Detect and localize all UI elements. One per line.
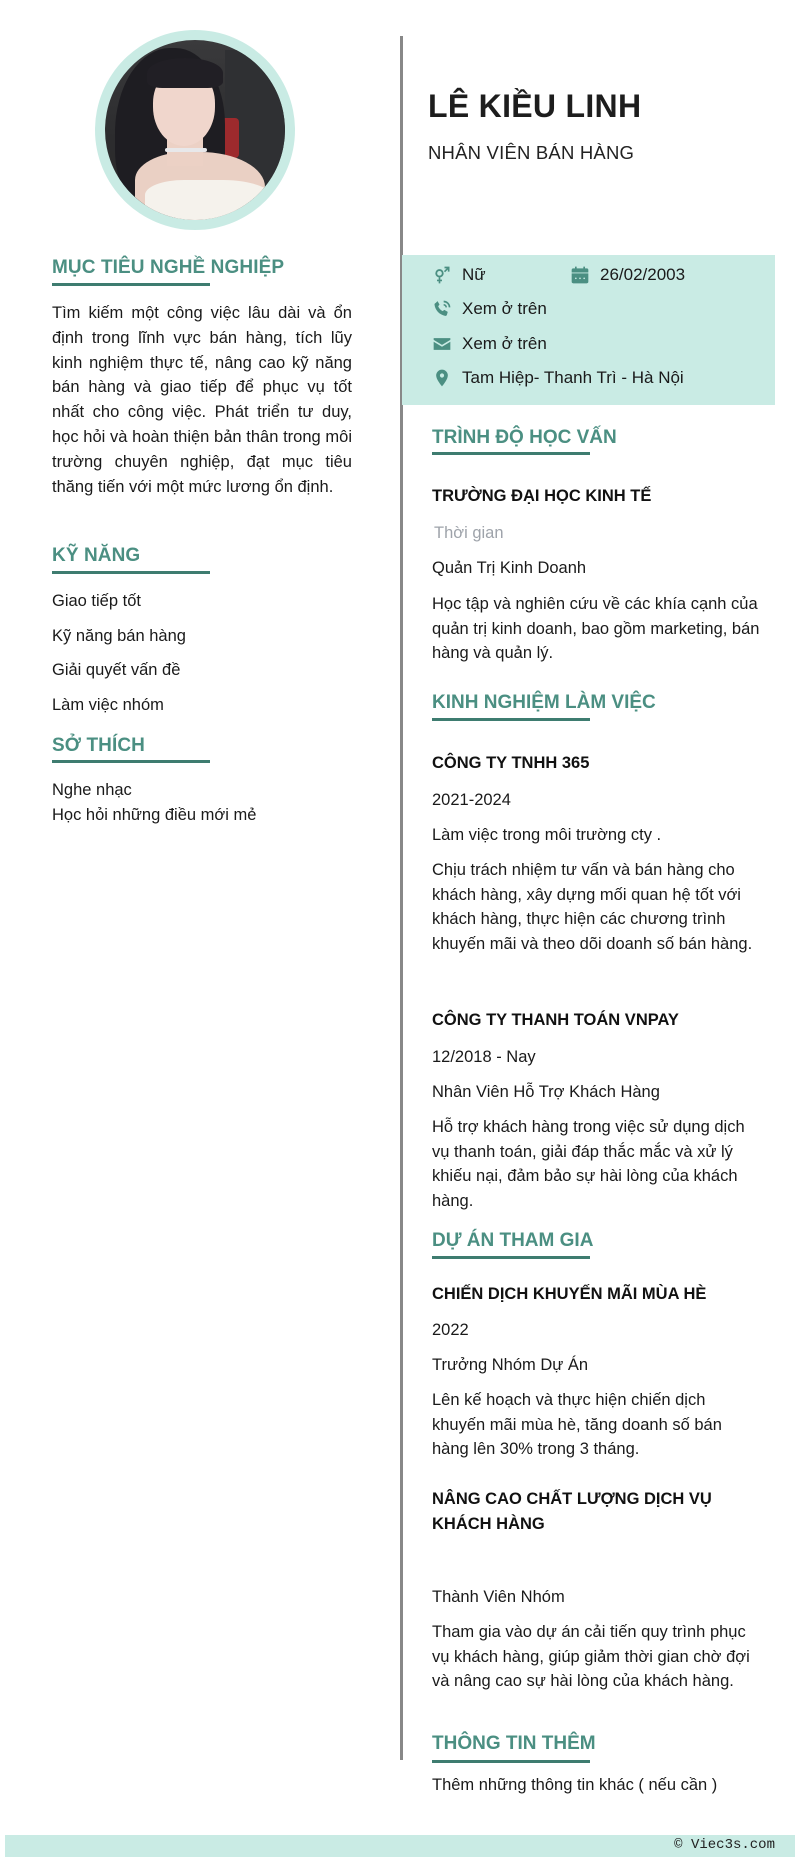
experience-title: KINH NGHIỆM LÀM VIỆC [432, 692, 656, 713]
hobby-item: Học hỏi những điều mới mẻ [52, 806, 257, 824]
skill-item: Giải quyết vấn đề [52, 661, 181, 679]
objective-underline [52, 283, 210, 286]
objective-title: MỤC TIÊU NGHỀ NGHIỆP [52, 257, 285, 278]
calendar-icon [570, 265, 590, 285]
contact-email [432, 334, 547, 354]
avatar [95, 30, 295, 230]
location-icon [432, 368, 452, 388]
experience-time: 12/2018 - Nay [432, 1048, 536, 1066]
experience-description: Hỗ trợ khách hàng trong việc sử dụng dịch vụ thanh toán, giải đáp thắc mắc và xử lý khiếu nại, đảm bảo sự hài lòng của khách hàng. [432, 1118, 745, 1210]
phone-icon [432, 299, 452, 319]
skills-underline [52, 571, 210, 574]
gender-icon [432, 265, 452, 285]
phone-value: Xem ở trên [462, 299, 547, 318]
education-time: Thời gian [434, 524, 504, 542]
education-title: TRÌNH ĐỘ HỌC VẤN [432, 427, 617, 448]
project-description: Tham gia vào dự án cải tiến quy trình phục vụ khách hàng, giúp giảm thời gian chờ đợi và nâng cao sự hài lòng của khách hàng. [432, 1623, 750, 1691]
profile-photo [105, 40, 285, 220]
education-underline [432, 452, 590, 455]
projects-underline [432, 1256, 590, 1259]
candidate-name: LÊ KIỀU LINH [428, 88, 642, 124]
experience-underline [432, 718, 590, 721]
education-description: Học tập và nghiên cứu về các khía cạnh của quản trị kinh doanh, bao gồm marketing, bán hàng và quản lý. [432, 595, 760, 663]
contact-address [432, 368, 684, 388]
footer-copyright[interactable]: © Viec3s.com [674, 1837, 775, 1853]
contact-gender [432, 265, 486, 285]
experience-description: Chịu trách nhiệm tư vấn và bán hàng cho khách hàng, xây dựng mối quan hệ tốt với khách hàng, thực hiện các chương trình khuyến mãi và theo dõi doanh số bán hàng. [432, 861, 753, 953]
candidate-job-title: NHÂN VIÊN BÁN HÀNG [428, 142, 635, 163]
hobbies-list [52, 778, 256, 828]
email-icon [432, 334, 452, 354]
hobbies-underline [52, 760, 210, 763]
additional-title: THÔNG TIN THÊM [432, 1733, 596, 1754]
skills-title: KỸ NĂNG [52, 545, 141, 566]
project-name: CHIẾN DỊCH KHUYẾN MÃI MÙA HÈ [432, 1285, 707, 1303]
address-value: Tam Hiệp- Thanh Trì - Hà Nội [462, 368, 684, 387]
email-value: Xem ở trên [462, 334, 547, 353]
experience-company: CÔNG TY TNHH 365 [432, 754, 590, 772]
experience-position: Nhân Viên Hỗ Trợ Khách Hàng [432, 1083, 660, 1101]
gender-value: Nữ [462, 265, 486, 284]
contact-box [402, 255, 775, 405]
experience-company: CÔNG TY THANH TOÁN VNPAY [432, 1011, 679, 1029]
skill-item: Giao tiếp tốt [52, 592, 141, 610]
projects-title: DỰ ÁN THAM GIA [432, 1230, 594, 1251]
skill-item: Làm việc nhóm [52, 695, 164, 714]
additional-text: Thêm những thông tin khác ( nếu cần ) [432, 1776, 718, 1794]
project-role: Thành Viên Nhóm [432, 1588, 565, 1606]
experience-position: Làm việc trong môi trường cty . [432, 826, 662, 844]
additional-underline [432, 1760, 590, 1763]
project-time: 2022 [432, 1321, 469, 1339]
experience-time: 2021-2024 [432, 791, 511, 809]
hobby-item: Nghe nhạc [52, 781, 132, 799]
project-role: Trưởng Nhóm Dự Án [432, 1356, 589, 1374]
objective-text: Tìm kiếm một công việc lâu dài và ổn định trong lĩnh vực bán hàng, tích lũy kinh nghiệm thực tế, nâng cao kỹ năng bán hàng và giao tiếp để phục vụ tốt nhất cho công việc. Phát triển tư duy, học hỏi và hoàn thiện bản thân trong môi trường chuyên nghiệp, đạt mục tiêu thăng tiến với một mức lương ổn định. [52, 304, 352, 496]
contact-phone [432, 299, 547, 319]
skill-item: Kỹ năng bán hàng [52, 626, 186, 645]
footer-bar [5, 1835, 795, 1857]
birthday-value: 26/02/2003 [600, 265, 686, 284]
skills-list [52, 590, 186, 728]
hobbies-title: SỞ THÍCH [52, 735, 146, 756]
education-school: TRƯỜNG ĐẠI HỌC KINH TẾ [432, 487, 652, 505]
contact-birthday [570, 265, 685, 285]
education-major: Quản Trị Kinh Doanh [432, 559, 587, 577]
project-description: Lên kế hoạch và thực hiện chiến dịch khuyến mãi mùa hè, tăng doanh số bán hàng lên 30% trong 3 tháng. [432, 1391, 722, 1459]
project-name: NÂNG CAO CHẤT LƯỢNG DỊCH VỤ KHÁCH HÀNG [432, 1490, 712, 1533]
